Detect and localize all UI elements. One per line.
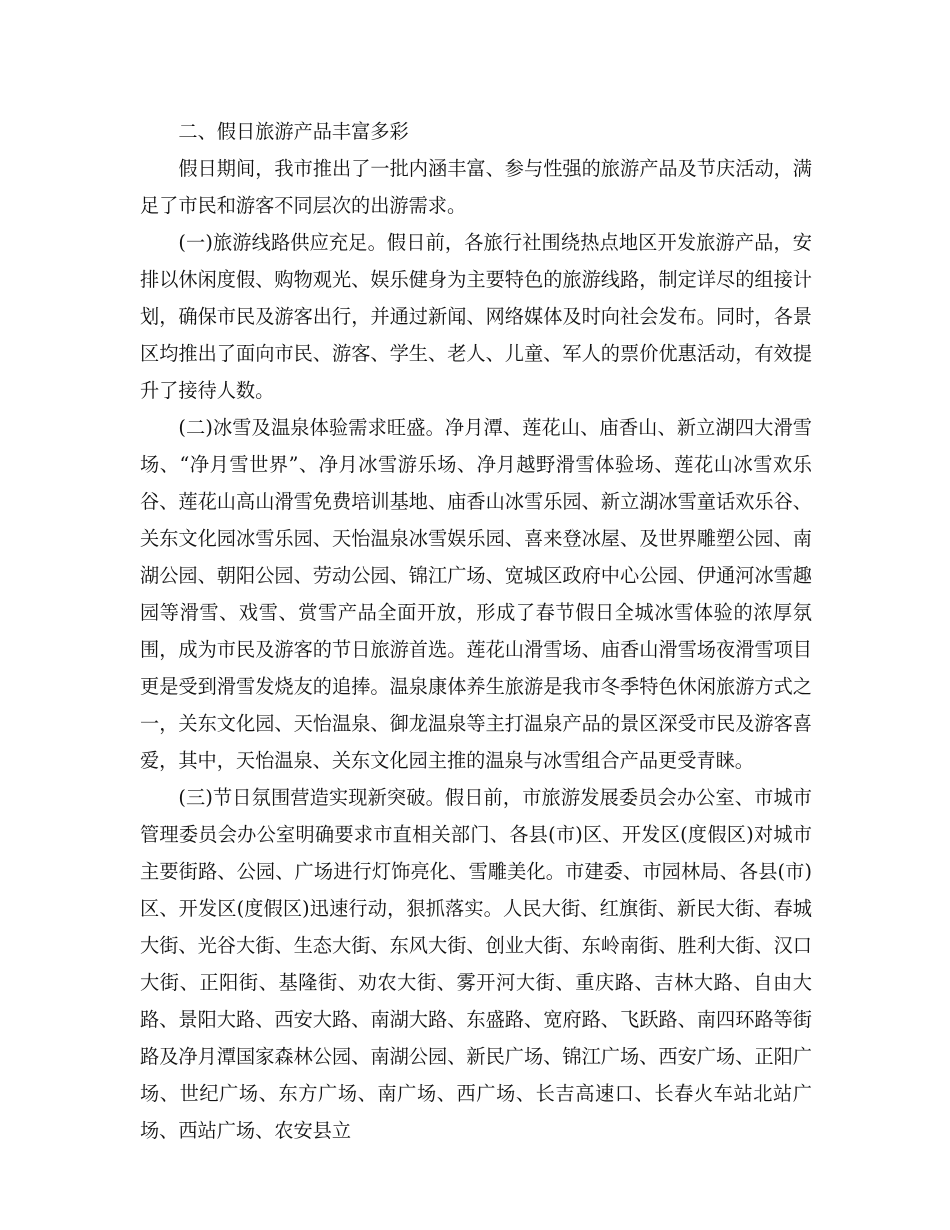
- section-heading: 二、假日旅游产品丰富多彩: [178, 120, 409, 143]
- paragraph-intro: 假日期间，我市推出了一批内涵丰富、参与性强的旅游产品及节庆活动，满足了市民和游客不同层次的出游需求。: [140, 157, 812, 217]
- document-body: [140, 113, 812, 1149]
- paragraph-snow-hotspring: (二)冰雪及温泉体验需求旺盛。净月潭、莲花山、庙香山、新立湖四大滑雪场、“净月雪世界”、净月冰雪游乐场、净月越野滑雪体验场、莲花山冰雪欢乐谷、莲花山高山滑雪免费培训基地、庙香山冰雪乐园、新立湖冰雪童话欢乐谷、关东文化园冰雪乐园、天怡温泉冰雪娱乐园、喜来登冰屋、及世界雕塑公园、南湖公园、朝阳公园、劳动公园、锦江广场、宽城区政府中心公园、伊通河冰雪趣园等滑雪、戏雪、赏雪产品全面开放，形成了春节假日全城冰雪体验的浓厚氛围，成为市民及游客的节日旅游首选。莲花山滑雪场、庙香山滑雪场夜滑雪项目更是受到滑雪发烧友的追捧。温泉康体养生旅游是我市冬季特色休闲旅游方式之一，关东文化园、天怡温泉、御龙温泉等主打温泉产品的景区深受市民及游客喜爱，其中，天怡温泉、关东文化园主推的温泉与冰雪组合产品更受青睐。: [140, 416, 812, 772]
- paragraph-travel-routes: (一)旅游线路供应充足。假日前，各旅行社围绕热点地区开发旅游产品，安排以休闲度假、购物观光、娱乐健身为主要特色的旅游线路，制定详尽的组接计划，确保市民及游客出行，并通过新闻、网络媒体及时向社会发布。同时，各景区均推出了面向市民、游客、学生、老人、儿童、军人的票价优惠活动，有效提升了接待人数。: [140, 231, 812, 402]
- paragraph-festival-atmosphere: (三)节日氛围营造实现新突破。假日前，市旅游发展委员会办公室、市城市管理委员会办公室明确要求市直相关部门、各县(市)区、开发区(度假区)对城市主要街路、公园、广场进行灯饰亮化、雪雕美化。市建委、市园林局、各县(市)区、开发区(度假区)迅速行动，狠抓落实。人民大街、红旗街、新民大街、春城大街、光谷大街、生态大街、东风大街、创业大街、东岭南街、胜利大街、汉口大街、正阳街、基隆街、劝农大街、雾开河大街、重庆路、吉林大路、自由大路、景阳大路、西安大路、南湖大路、东盛路、宽府路、飞跃路、南四环路等街路及净月潭国家森林公园、南湖公园、新民广场、锦江广场、西安广场、正阳广场、世纪广场、东方广场、南广场、西广场、长吉高速口、长春火车站北站广场、西站广场、农安县立: [140, 786, 812, 1142]
